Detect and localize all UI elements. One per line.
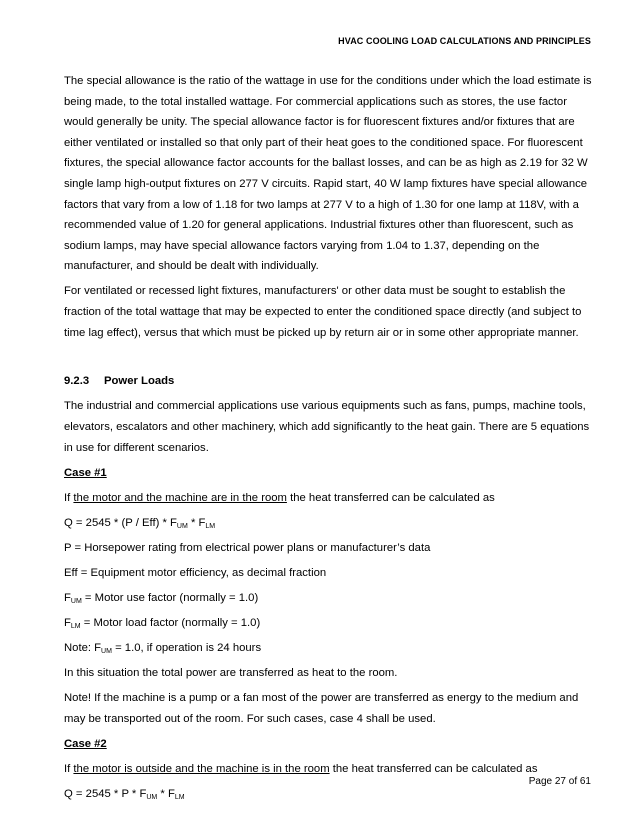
note-24-hours: Note: $F_{UM} = 1.0$, if operation is 24 hours bbox=[64, 642, 262, 656]
case2-heading: Case #2 bbox=[64, 738, 107, 751]
section-intro: The industrial and commercial applications use various equipments such as fans, pumps, machine tools, elevators, escalators and other machinery, which add significantly to the heat gain. There are 5 equations in use for different scenarios. bbox=[64, 400, 590, 454]
case2-condition: the motor is outside and the machine is in the room bbox=[73, 763, 330, 776]
case1-situation: In this situation the total power are transferred as heat to the room. bbox=[64, 667, 398, 680]
case1-note-pump-fan: Note! If the machine is a pump or a fan most of the power are transferred as energy to the medium and may be transported out of the room. For such cases, case 4 shall be used. bbox=[64, 692, 579, 726]
definition-flm: $F_{LM}$ = Motor load factor (normally = 1.0) bbox=[64, 617, 261, 631]
case2-lead: If the motor is outside and the machine is in the room the heat transferred can be calculated as bbox=[64, 763, 538, 776]
paragraph-special-allowance: The special allowance is the ratio of the wattage in use for the conditions under which the load estimate is being made, to the total installed wattage. For commercial applications such as stores, the use factor would generally be unity. The special allowance factor is for fluorescent fixtures and/or fixtures that are either ventilated or installed so that only part of their heat goes to the conditioned space. For fluorescent fixtures, the special allowance factor accounts for the ballast losses, and can be as high as 2.19 for 32 W single lamp high-output fixtures on 277 V circuits. Rapid start, 40 W lamp fixtures have special allowance factors that vary from a low of 1.18 for two lamps at 277 V to a high of 1.30 for one lamp at 118V, with a recommended value of 1.20 for general applications. Industrial fixtures other than fluorescent, such as sodium lamps, may have special allowance factors varying from 1.04 to 1.37, depending on the manufacturer, and should be dealt with individually. bbox=[64, 75, 592, 273]
case1-condition: the motor and the machine are in the room bbox=[73, 491, 287, 504]
case1-equation: $Q = 2545 * (P / Eff) * F_{UM} * F_{LM}$ bbox=[64, 516, 216, 530]
section-title: Power Loads bbox=[104, 375, 175, 388]
page-number: Page 27 of 61 bbox=[528, 776, 591, 787]
running-header: HVAC COOLING LOAD CALCULATIONS AND PRINCIPLES bbox=[338, 36, 591, 46]
case1-heading: Case #1 bbox=[64, 466, 107, 479]
section-heading bbox=[64, 371, 594, 392]
definition-p: P = Horsepower rating from electrical power plans or manufacturer’s data bbox=[64, 541, 431, 554]
paragraph-ventilated-fixtures: For ventilated or recessed light fixtures, manufacturers' or other data must be sought to establish the fraction of the total wattage that may be expected to enter the conditioned space directly (and subject to time lag effect), versus that which must be picked up by return air or in some other appropriate manner. bbox=[64, 285, 582, 339]
case1-lead: If the motor and the machine are in the room the heat transferred can be calculated as bbox=[64, 491, 495, 504]
case2-equation: $Q = 2545 * P * F_{UM} * F_{LM}$ bbox=[64, 788, 185, 802]
definition-fum: $F_{UM}$ = Motor use factor (normally = 1.0) bbox=[64, 592, 259, 606]
page-content bbox=[64, 71, 594, 809]
section-number: 9.2.3 bbox=[64, 375, 90, 388]
definition-eff: Eff = Equipment motor efficiency, as decimal fraction bbox=[64, 566, 327, 579]
